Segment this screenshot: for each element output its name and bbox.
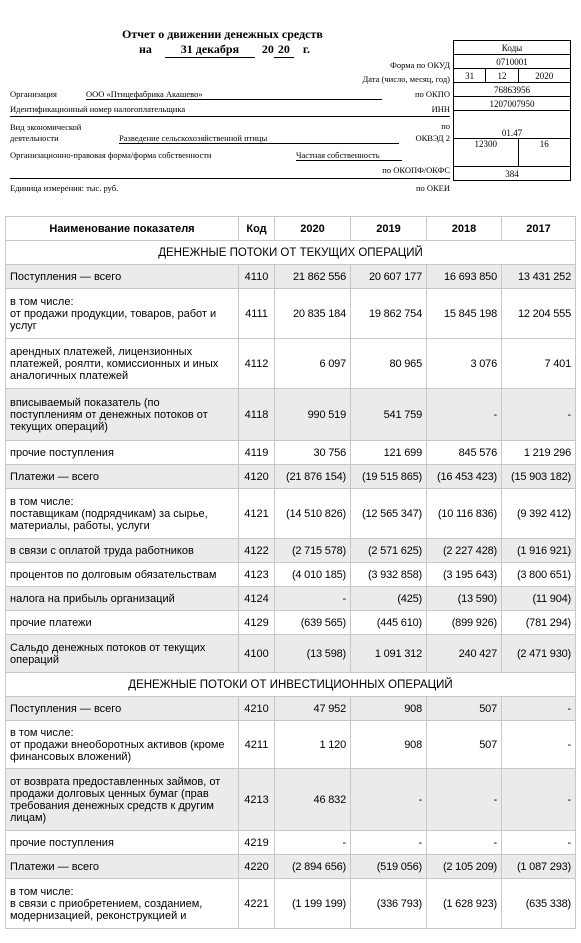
col-header-2019: 2019 [351,217,427,241]
row-name: вписываемый показатель (по поступлениям от денежных потоков от текущих операций) [6,389,239,441]
cell-2017: (781 294) [502,611,576,635]
cell-2019: (2 571 625) [351,539,427,563]
section-title: ДЕНЕЖНЫЕ ПОТОКИ ОТ ТЕКУЩИХ ОПЕРАЦИЙ [6,241,576,265]
table-row [6,339,576,389]
cell-2020: (4 010 185) [275,563,351,587]
org-label: Организация [10,89,57,99]
cell-2020: 47 952 [275,697,351,721]
cell-2020: 21 862 556 [275,265,351,289]
cell-2017: - [502,831,576,855]
cell-2018: - [427,769,502,831]
table-row [6,563,576,587]
activity-label-1: Вид экономической [10,122,82,132]
row-code: 4122 [239,539,275,563]
cell-2017: (15 903 182) [502,465,576,489]
table-row [6,697,576,721]
col-header-2020: 2020 [275,217,351,241]
cell-2018: (899 926) [427,611,502,635]
cell-2017: 12 204 555 [502,289,576,339]
table-row [6,769,576,831]
row-name: Поступления — всего [6,697,239,721]
cell-2017: (9 392 412) [502,489,576,539]
cell-2020: 30 756 [275,441,351,465]
codes-table [453,40,571,181]
cell-2018: (2 105 209) [427,855,502,879]
inn-label-left: Идентификационный номер налогоплательщика [10,104,186,114]
cell-2020: (639 565) [275,611,351,635]
legal-underline [10,178,450,179]
cell-2017: (1 087 293) [502,855,576,879]
row-name: налога на прибыль организаций [6,587,239,611]
cell-2018: 16 693 850 [427,265,502,289]
inn-underline [10,116,450,117]
codes-header: Коды [454,41,571,55]
table-body [6,241,576,929]
cell-2020: (2 894 656) [275,855,351,879]
cell-2019: 908 [351,697,427,721]
table-row [6,587,576,611]
cell-2020: - [275,587,351,611]
activity-label-2: деятельности [10,133,59,143]
cell-2018: (1 628 923) [427,879,502,929]
activity-value: Разведение сельскохозяйственной птицы [119,133,399,144]
okpo-value: 76863956 [454,83,571,97]
row-name: Платежи — всего [6,465,239,489]
row-code: 4213 [239,769,275,831]
cell-2018: 845 576 [427,441,502,465]
table-row [6,611,576,635]
row-code: 4210 [239,697,275,721]
cell-2019: (519 056) [351,855,427,879]
cell-2019: (425) [351,587,427,611]
okved-label-1: по [441,121,450,131]
cell-2020: 1 120 [275,721,351,769]
date-on: на [139,42,152,56]
cell-2017: - [502,389,576,441]
table-row [6,389,576,441]
row-code: 4221 [239,879,275,929]
cell-2020: 46 832 [275,769,351,831]
okfs-value: 16 [518,139,570,167]
table-row [6,539,576,563]
cell-2020: (14 510 826) [275,489,351,539]
date-label: Дата (число, месяц, год) [362,74,450,84]
cell-2017: 1 219 296 [502,441,576,465]
cell-2019: 19 862 754 [351,289,427,339]
row-name: прочие поступления [6,441,239,465]
table-row [6,265,576,289]
row-code: 4118 [239,389,275,441]
okud-label: Форма по ОКУД [390,60,450,70]
row-name: в связи с оплатой труда работников [6,539,239,563]
cell-2017: (11 904) [502,587,576,611]
cell-2017: (2 471 930) [502,635,576,673]
report-header [0,0,581,205]
okpo-label: по ОКПО [414,89,450,99]
cell-2019: - [351,769,427,831]
year-prefix: 20 [261,42,274,56]
row-code: 4129 [239,611,275,635]
cell-2018: (3 195 643) [427,563,502,587]
inn-value: 1207007950 [454,97,571,111]
row-name: в том числе: в связи с приобретением, созданием, модернизацией, реконструкцией и [6,879,239,929]
table-row [6,289,576,339]
row-name: от возврата предоставленных займов, от продажи долговых ценных бумаг (прав требования денежных средств к другим лицам) [6,769,239,831]
row-name: Платежи — всего [6,855,239,879]
row-code: 4219 [239,831,275,855]
cell-2017: (1 916 921) [502,539,576,563]
col-header-2018: 2018 [427,217,502,241]
cell-2019: 121 699 [351,441,427,465]
row-name: прочие поступления [6,831,239,855]
cell-2017: 7 401 [502,339,576,389]
org-value: ООО «Птицефабрика Акашево» [86,89,382,100]
cell-2019: (12 565 347) [351,489,427,539]
cell-2019: 541 759 [351,389,427,441]
table-row [6,635,576,673]
row-code: 4111 [239,289,275,339]
okved-value: 01.47 [454,111,571,139]
okei-label: по ОКЕИ [415,183,450,193]
row-name: Поступления — всего [6,265,239,289]
okved-label-2: ОКВЭД 2 [415,133,450,143]
cell-2018: (16 453 423) [427,465,502,489]
cell-2018: (10 116 836) [427,489,502,539]
cell-2017: 13 431 252 [502,265,576,289]
table-row [6,879,576,929]
date-d: 31 [454,69,486,83]
cell-2018: - [427,831,502,855]
report-date-line [139,42,310,58]
okopf-label: по ОКОПФ/ОКФС [382,165,450,175]
cell-2018: - [427,389,502,441]
cell-2018: 3 076 [427,339,502,389]
table-row [6,831,576,855]
cell-2020: (21 876 154) [275,465,351,489]
row-code: 4100 [239,635,275,673]
cell-2020: 6 097 [275,339,351,389]
table-header-row [6,217,576,241]
cell-2017: - [502,721,576,769]
report-title: Отчет о движении денежных средств [122,27,323,41]
cell-2020: - [275,831,351,855]
date-day-month: 31 декабря [165,42,255,58]
cell-2020: (2 715 578) [275,539,351,563]
cell-2019: 20 607 177 [351,265,427,289]
cell-2018: (13 590) [427,587,502,611]
cashflow-table [5,216,576,929]
cell-2019: (336 793) [351,879,427,929]
row-code: 4112 [239,339,275,389]
cell-2019: (445 610) [351,611,427,635]
table-row [6,441,576,465]
row-name: в том числе: поставщикам (подрядчикам) за сырье, материалы, работы, услуги [6,489,239,539]
table-row [6,465,576,489]
cell-2018: 15 845 198 [427,289,502,339]
inn-label: ИНН [431,104,450,114]
cell-2020: 20 835 184 [275,289,351,339]
cell-2019: 1 091 312 [351,635,427,673]
section-header-row [6,241,576,265]
cell-2018: 507 [427,697,502,721]
row-code: 4123 [239,563,275,587]
okud-value: 0710001 [454,55,571,69]
col-header-2017: 2017 [502,217,576,241]
table-row [6,489,576,539]
row-code: 4220 [239,855,275,879]
row-code: 4211 [239,721,275,769]
cell-2017: (635 338) [502,879,576,929]
row-code: 4121 [239,489,275,539]
cell-2018: 507 [427,721,502,769]
table-row [6,855,576,879]
row-name: в том числе: от продажи продукции, товаров, работ и услуг [6,289,239,339]
cell-2017: - [502,769,576,831]
row-code: 4119 [239,441,275,465]
section-title: ДЕНЕЖНЫЕ ПОТОКИ ОТ ИНВЕСТИЦИОННЫХ ОПЕРАЦИЙ [6,673,576,697]
cell-2019: 80 965 [351,339,427,389]
row-code: 4110 [239,265,275,289]
cell-2019: (19 515 865) [351,465,427,489]
cell-2018: (2 227 428) [427,539,502,563]
col-header-name: Наименование показателя [6,217,239,241]
cell-2019: 908 [351,721,427,769]
okei-value: 384 [454,167,571,181]
row-name: процентов по долговым обязательствам [6,563,239,587]
cell-2020: 990 519 [275,389,351,441]
row-code: 4120 [239,465,275,489]
row-name: арендных платежей, лицензионных платежей, роялти, комиссионных и иных аналогичных платежей [6,339,239,389]
year-suffix: 20 [274,42,294,58]
legal-label: Организационно-правовая форма/форма собственности [10,150,212,160]
unit-label: Единица измерения: тыс. руб. [10,183,119,193]
cell-2017: (3 800 651) [502,563,576,587]
row-name: Сальдо денежных потоков от текущих операций [6,635,239,673]
row-name: в том числе: от продажи внеоборотных активов (кроме финансовых вложений) [6,721,239,769]
legal-value: Частная собственность [296,150,402,161]
cell-2019: (3 932 858) [351,563,427,587]
table-row [6,721,576,769]
section-header-row [6,673,576,697]
row-code: 4124 [239,587,275,611]
okopf-value: 12300 [454,139,519,167]
cell-2019: - [351,831,427,855]
year-unit: г. [302,42,311,56]
cell-2017: - [502,697,576,721]
col-header-code: Код [239,217,275,241]
cell-2018: 240 427 [427,635,502,673]
cell-2020: (1 199 199) [275,879,351,929]
cell-2020: (13 598) [275,635,351,673]
row-name: прочие платежи [6,611,239,635]
date-m: 12 [486,69,518,83]
date-y: 2020 [518,69,570,83]
